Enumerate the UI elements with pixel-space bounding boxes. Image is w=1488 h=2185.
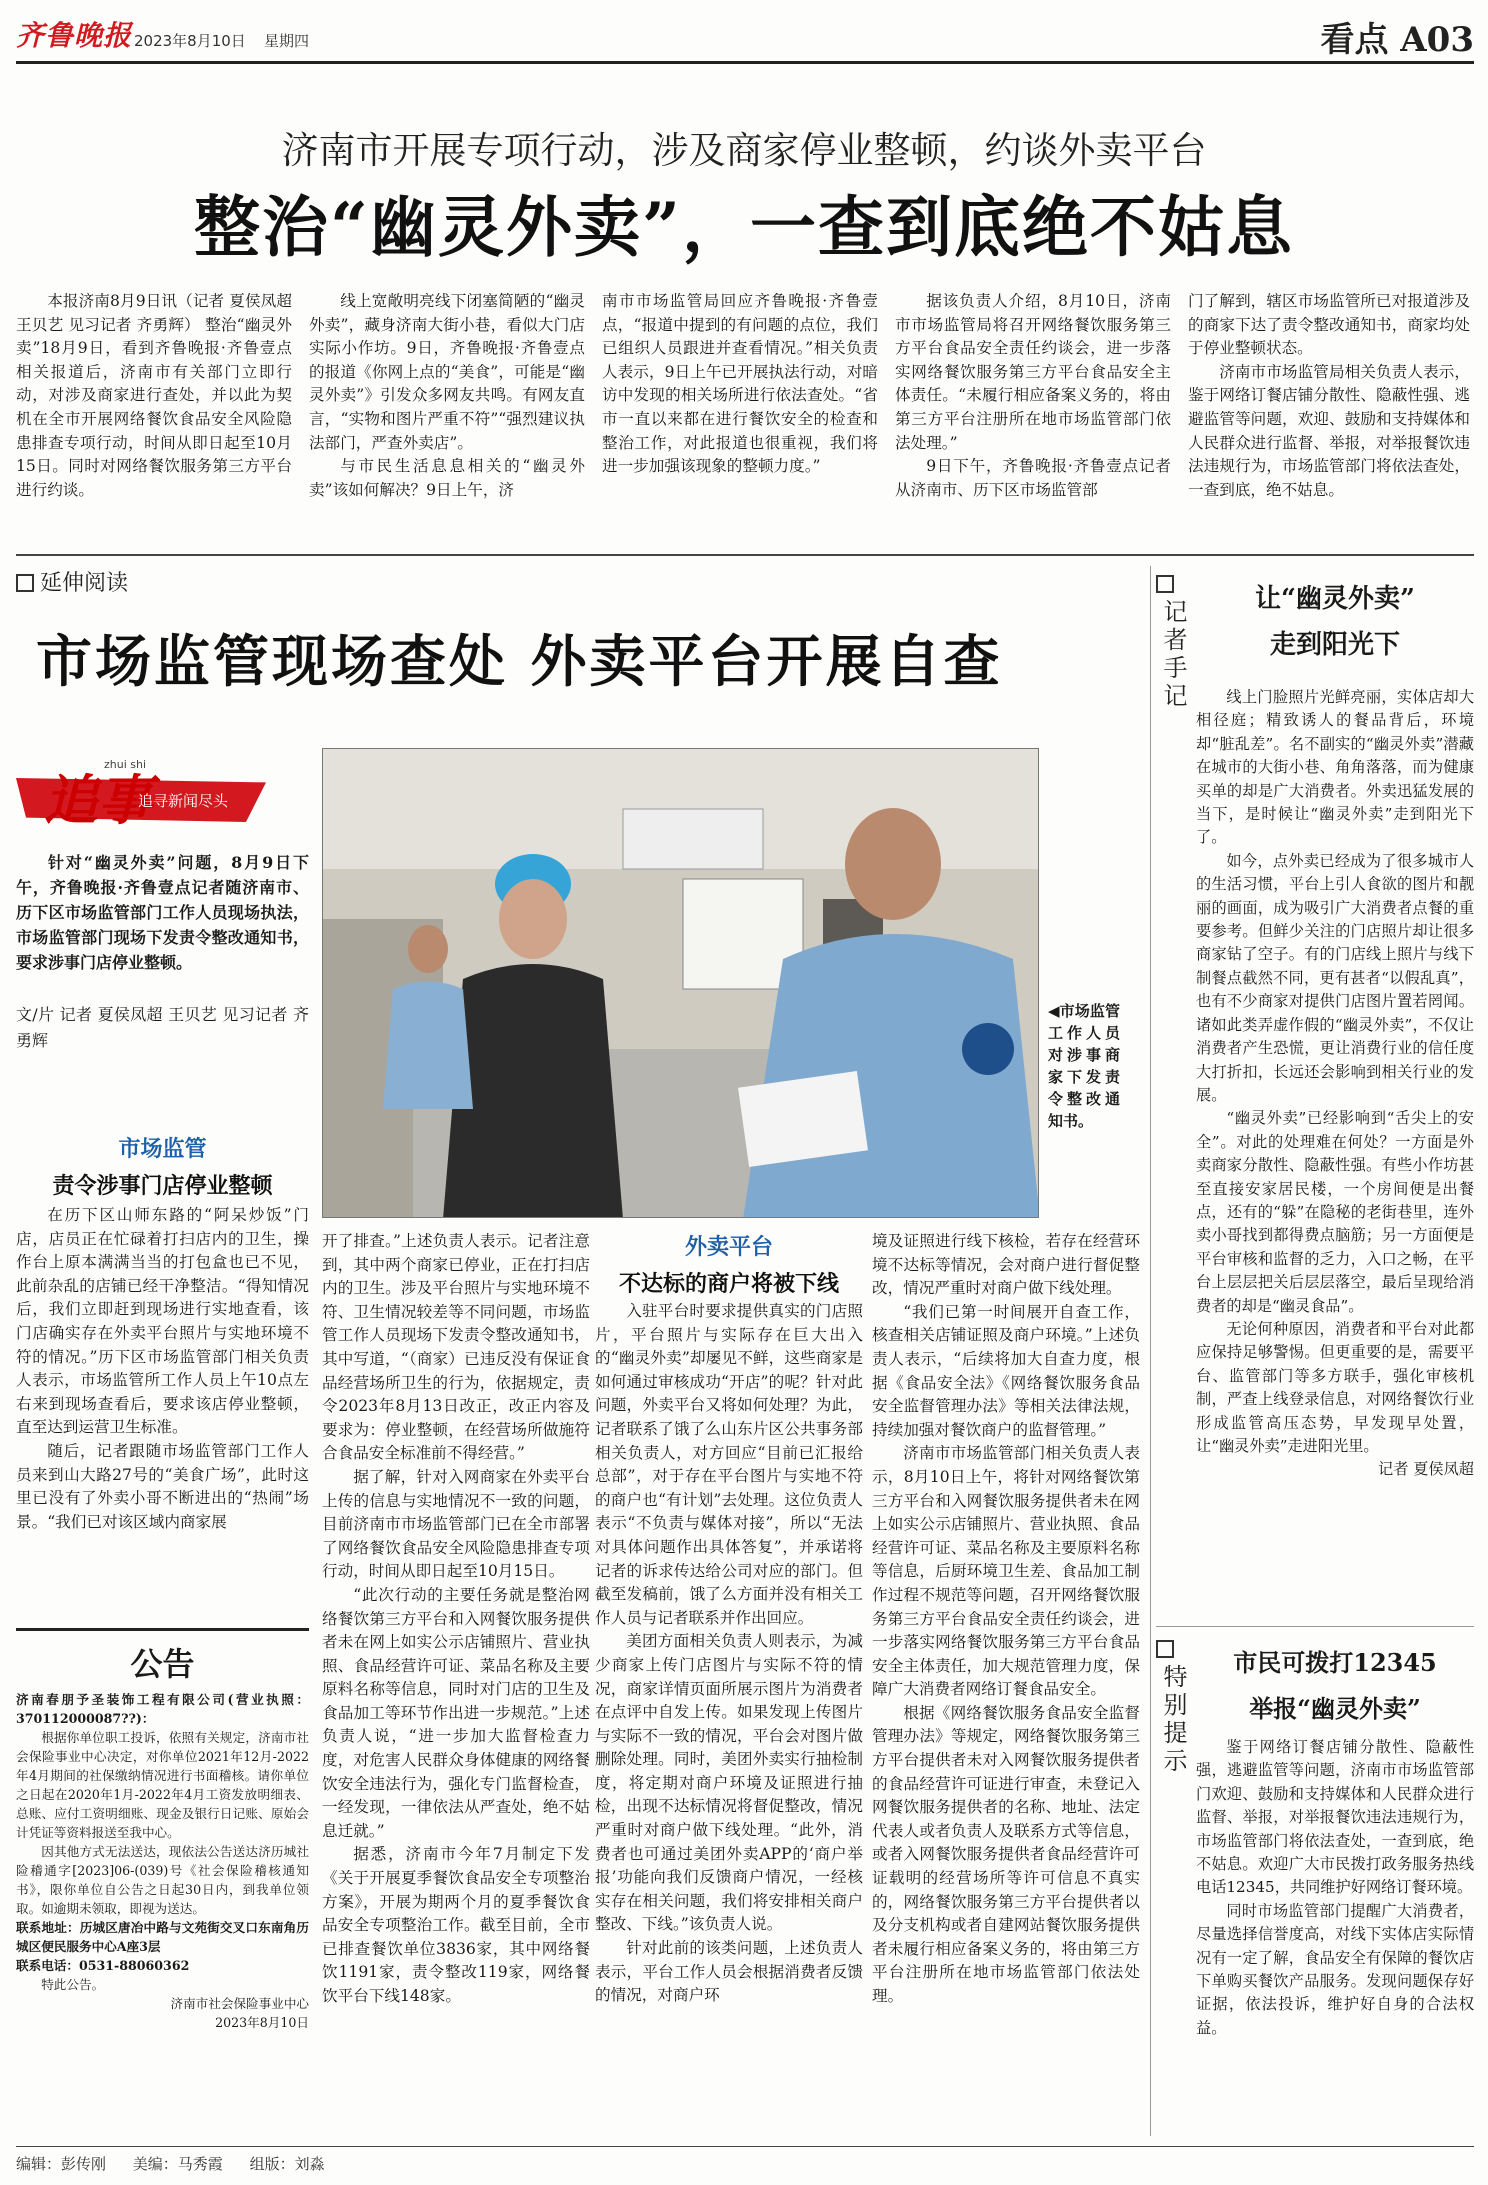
lead-column-4: 据该负责人介绍，8月10日，济南市市场监管局将召开网络餐饮服务第三方平台食品安全责任约谈会，进一步落实网络餐饮服务第三方平台食品安全主体责任。“未履行相应备案义务的，将由第三方平台注册所在地市场监管部门依法处理。” 9日下午，齐鲁晚报·齐鲁壹点记者从济南市、历下区市场监管部 [895,292,1171,499]
footer-art: 美编：马秀霞 [132,2155,223,2173]
lead-column-2: 线上宽敞明亮线下闭塞简陋的“幽灵外卖”，藏身济南大街小巷，看似大门店实际小作坊。9日，齐鲁晚报·齐鲁壹点的报道《你网上点的“美食”，可能是“幽灵外卖”》引发众多网友共鸣。有网友直言，“实物和图片严重不符”“强烈建议执法部门，严查外卖店”。 与市民生活息息相关的“幽灵外卖”该如何解决？9日上午，济 [309,292,585,499]
article-column-4: 境及证照进行线下核检，若存在经营环境不达标等情况，会对商户进行督促整改，情况严重时对商户做下线处理。 “我们已第一时间展开自查工作，核查相关店铺证照及商户环境。”上述负责人表示，“后续将加大自查力度，根据《食品安全法》《网络餐饮服务食品安全监督管理办法》等相关法律法规，持续加强对餐饮商户的监督管理。” 济南市市场监管部门相关负责人表示，8月10日上午，将针对网络餐饮第三方平台和入网餐饮服务提供者未在网上如实公示店铺照片、营业执照、食品经营许可证、菜品名称及主要原料名称等信息，后厨环境卫生差、食品加工制作过程不规范等问题，召开网络餐饮服务第三方平台食品安全责任约谈会，进一步落实网络餐饮服务第三方平台食品安全主体责任，加大规范管理力度，保障广大消费者网络订餐食品安全。 根据《网络餐饮服务食品安全监督管理办法》等规定，网络餐饮服务第三方平台提供者未对入网餐饮服务提供者的食品经营许可证进行审查，未登记入网餐饮服务提供者的名称、地址、法定代表人或者负责人及联系方式等信息，或者入网餐饮服务提供者食品经营许可证载明的经营场所等许可信息不真实的，网络餐饮服务第三方平台提供者以及分支机构或者自建网站餐饮服务提供者未履行相应备案义务的，将由第三方平台注册所在地市场监管部门依法处理。 [872,1232,1140,2005]
newspaper-logo: 齐鲁晚报 [16,19,133,52]
lead-subhead: 济南市开展专项行动，涉及商家停业整顿，约谈外卖平台 [281,129,1207,172]
sidebar2-title: 市民可拨打12345 举报“幽灵外卖” [1233,1648,1437,1723]
banner-pinyin: zhui shi [104,758,147,771]
footer-proof: 组版：刘淼 [249,2155,325,2173]
page-footer [16,2146,1474,2174]
photo-caption: ◀市场监管工作人员对涉事商家下发责令整改通知书。 [1048,1002,1120,1130]
sidebar2-box-icon [1156,1640,1174,1658]
sidebar1-box-icon [1156,575,1174,593]
sidebar1-signature: 记者 夏侯凤超 [1378,1460,1474,1479]
lead-column-5: 门了解到，辖区市场监管所已对报道涉及的商家下达了责令整改通知书，商家均处于停业整顿状态。 济南市市场监管局相关负责人表示，鉴于网络订餐店铺分散性、隐蔽性强、逃避监管等问题，欢迎、鼓励和支持媒体和人民群众进行监督、举报，对举报餐饮违法违规行为，市场监管部门将依法查处，一查到底，绝不姑息。 [1188,292,1470,499]
sidebar1-title: 让“幽灵外卖” 走到阳光下 [1255,584,1415,660]
extended-kicker: 延伸阅读 [16,566,128,597]
article-column-3: 入驻平台时要求提供真实的门店照片，平台照片与实际存在巨大出入的“幽灵外卖”却屡见不鲜，这些商家是如何通过审核成功“开店”的呢？针对此问题，外卖平台又将如何处理？为此，记者联系了饿了么山东片区公共事务部相关负责人，对方回应“目前已汇报给总部”，对于存在平台图片与实地不符的商户也“有计划”去处理。这位负责人表示“不负责与媒体对接”，所以“无法对具体问题作出具体答复”，并承诺将记者的诉求传达给公司对应的部门。但截至发稿前，饿了么方面并没有相关工作人员与记者联系并作出回应。 美团方面相关负责人则表示，为减少商家上传门店图片与实际不符的情况，商家详情页面所展示图片为消费者在点评中自发上传。如果发现上传图片与实际不一致的情况，平台会对图片做删除处理。同时，美团外卖实行抽检制度，将定期对商户环境及证照进行抽检，出现不达标情况将督促整改，情况严重时对商户做下线处理。“此外，消费者也可通过美团外卖APP的‘商户举报’功能向我们反馈商户情况，一经核实存在相关问题，我们将安排相关商户整改、下线。”该负责人说。 针对此前的该类问题，上述负责人表示，平台工作人员会根据消费者反馈的情况，对商户环 [595,1302,863,2005]
issue-date: 2023年8月10日 [134,32,246,50]
subsection-2-title: 外卖平台 不达标的商户将被下线 [618,1235,839,1297]
zhuishi-banner [16,758,309,836]
sidebar1-body: 线上门脸照片光鲜亮丽，实体店却大相径庭；精致诱人的餐品背后，环境却“脏乱差”。名不副实的“幽灵外卖”潜藏在城市的大街小巷、角角落落，而为健康买单的却是广大消费者。外卖迅猛发展的当下，是时候让“幽灵外卖”走到阳光下了。 如今，点外卖已经成为了很多城市人的生活习惯，平台上引人食欲的图片和靓丽的画面，成为吸引广大消费者点餐的重要参考。但鲜少关注的门店照片却让很多商家钻了空子。有的门店线上照片与线下制餐点截然不同，更有甚者“以假乱真”，也有不少商家对提供门店图片置若罔闻。诸如此类弄虚作假的“幽灵外卖”，不仅让消费者产生恐慌，更让消费行业的信任度大打折扣，长远还会影响到相关行业的发展。 “幽灵外卖”已经影响到“舌尖上的安全”。对此的处理难在何处？一方面是外卖商家分散性、隐蔽性强。有些小作坊甚至直接安家居民楼，一个房间便是出餐点，还有的“躲”在隐秘的老街巷里，连外卖小哥找到都得费点脑筋；另一方面便是平台审核和监督的乏力，入口之畅，在平台上层层把关后层层落空，最后呈现给消费者的却是“幽灵食品”。 无论何种原因，消费者和平台对此都应保持足够警惕。但更重要的是，需要平台、监管部门等多方联手，强化审核机制，严查上线登录信息，对网络餐饮行业形成监管高压态势，早发现早处置，让“幽灵外卖”走进阳光里。 记者 夏侯凤超 [1196,686,1474,1616]
sidebar2-label: 特别提示 [1156,1640,1191,1776]
sidebar-divider [1150,566,1151,2136]
subsection-1-title: 市场监管 责令涉事门店停业整顿 [52,1137,273,1199]
lead-column-1: 本报济南8月9日讯（记者 夏侯凤超 王贝艺 见习记者 齐勇辉） 整治“幽灵外卖”18月9日，看到齐鲁晚报·齐鲁壹点相关报道后，济南市有关部门立即行动，对涉及商家进行查处，并以此为契机在全市开展网络餐饮食品安全风险隐患排查专项行动，时间从即日起至10月15日。同时对网络餐饮服务第三方平台进行约谈。 [16,292,292,499]
masthead [16,12,1474,64]
footer-editor: 编辑：彭传刚 [16,2155,107,2173]
banner-char: 追事 [44,768,152,832]
article-column-2: 开了排查。”上述负责人表示。记者注意到，其中两个商家已停业，正在打扫店内的卫生。涉及平台照片与实地环境不符、卫生情况较差等不同问题，市场监管工作人员现场下发责令整改通知书，其中写道，“（商家）已违反没有保证食品经营场所卫生的行为，依据规定，责令2023年8月13日改正，改正内容及要求为：停业整顿，在经营场所做施符合食品安全标准前不得经营。” 据了解，针对入网商家在外卖平台上传的信息与实地情况不一致的问题，目前济南市市场监管部门已在全市部署了网络餐饮食品安全风险隐患排查专项行动，时间从即日起至10月15日。 “此次行动的主要任务就是整治网络餐饮第三方平台和入网餐饮服务提供者未在网上如实公示店铺照片、营业执照、食品经营许可证、菜品名称及主要原料名称等信息，同时对门店的卫生及食品加工等环节作出进一步规范。”上述负责人说，“进一步加大监督检查力度，对危害人民群众身体健康的网络餐饮安全违法行为，强化专门监督检查，一经发现，一律依法从严查处，绝不姑息迁就。” 据悉，济南市今年7月制定下发《关于开展夏季餐饮食品安全专项整治方案》，开展为期两个月的夏季餐饮食品安全专项整治工作。截至目前，全市已排查餐饮单位3836家，其中网络餐饮1191家，责令整改119家，网络餐饮平台下线148家。 [322,1232,590,2005]
article-column-1: 在历下区山师东路的“阿呆炒饭”门店，店员正在忙碌着打扫店内的卫生，操作台上原本满满当当的打包盒也已不见，此前杂乱的店铺已经干净整洁。“得知情况后，我们立即赶到现场进行实地查看，该门店确实存在外卖平台照片与实地环境不符的情况。”历下区市场监管部门相关负责人表示，市场监管所工作人员上午10点左右来到现场查看后，要求该店停业整顿，直至达到运营卫生标准。 随后，记者跟随市场监管部门工作人员来到山大路27号的“美食广场”，此时这里已没有了外卖小哥不断进出的“热闹”场景。“我们已对该区域内商家展 [16,1206,309,1531]
kicker-box-icon [16,574,34,592]
sidebar2-body: 鉴于网络订餐店铺分散性、隐蔽性强，逃避监管等问题，济南市市场监管部门欢迎、鼓励和支持媒体和人民群众进行监督、举报，对举报餐饮违法违规行为，市场监管部门将依法查处，一查到底，绝不姑息。欢迎广大市民拨打政务服务热线电话12345，共同维护好网络订餐环境。 同时市场监管部门提醒广大消费者，尽量选择信誉度高，对线下实体店实际情况有一定了解，食品安全有保障的餐饮店下单购买餐饮产品服务。发现问题保存好证据，依法投诉，维护好自身的合法权益。 [1196,1738,1474,2037]
notice-title: 公告 [16,1628,309,1685]
extended-byline: 文/片 记者 夏侯凤超 王贝艺 见习记者 齐勇辉 [16,1005,309,1050]
banner-tagline: 追寻新闻尽头 [138,792,229,810]
lead-column-3: 南市市场监管局回应齐鲁晚报·齐鲁壹点，“报道中提到的有问题的点位，我们已组织人员跟进并查看情况。”相关负责人表示，9日上午已开展执法行动，对暗访中发现的相关场所进行依法查处。“省市一直以来都在进行餐饮安全的检查和整治工作，对此报道也很重视，我们将进一步加强该现象的整顿力度。” [602,292,878,476]
sidebar-separator [1156,1626,1474,1627]
issue-weekday: 星期四 [264,32,310,50]
extended-intro: 针对“幽灵外卖”问题，8月9日下午，齐鲁晚报·齐鲁壹点记者随济南市、历下区市场监管部门工作人员现场执法，市场监管部门现场下发责令整改通知书，要求涉事门店停业整顿。 [16,853,309,972]
sidebar1-label: 记者手记 [1156,575,1191,711]
section-divider [16,554,1474,556]
lead-headline: 整治“幽灵外卖”，一查到底绝不姑息 [194,188,1294,266]
extended-headline: 市场监管现场查处 外卖平台开展自查 [36,629,1003,695]
photo-illustration [323,749,1039,1218]
section-page: 看点 A03 [1320,20,1474,60]
notice-body: 济南春朋予圣装饰工程有限公司(营业执照：370112000087??)： 根据你单位职工投诉，依照有关规定，济南市社会保险事业中心决定，对你单位2021年12月-2022年4月期间的社保缴纳情况进行书面稽核。请你单位之日起在2020年1月-2022年4月工资发放明细表、总账、应付工资明细账、现金及银行日记账、原始会计凭证等资料报送至我中心。 因其他方式无法送达，现依法公告送达济历城社险稽通字[2023]06-(039)号《社会保险稽核通知书》，限你单位自公告之日起30日内，到我单位领取。如逾期未领取，即视为送达。 联系地址：历城区唐冶中路与文苑街交叉口东南角历城区便民服务中心A座3层 联系电话：0531-88060362 特此公告。 济南市社会保险事业中心 2023年8月10日 [16,1692,309,2030]
news-photo [322,748,1039,1218]
